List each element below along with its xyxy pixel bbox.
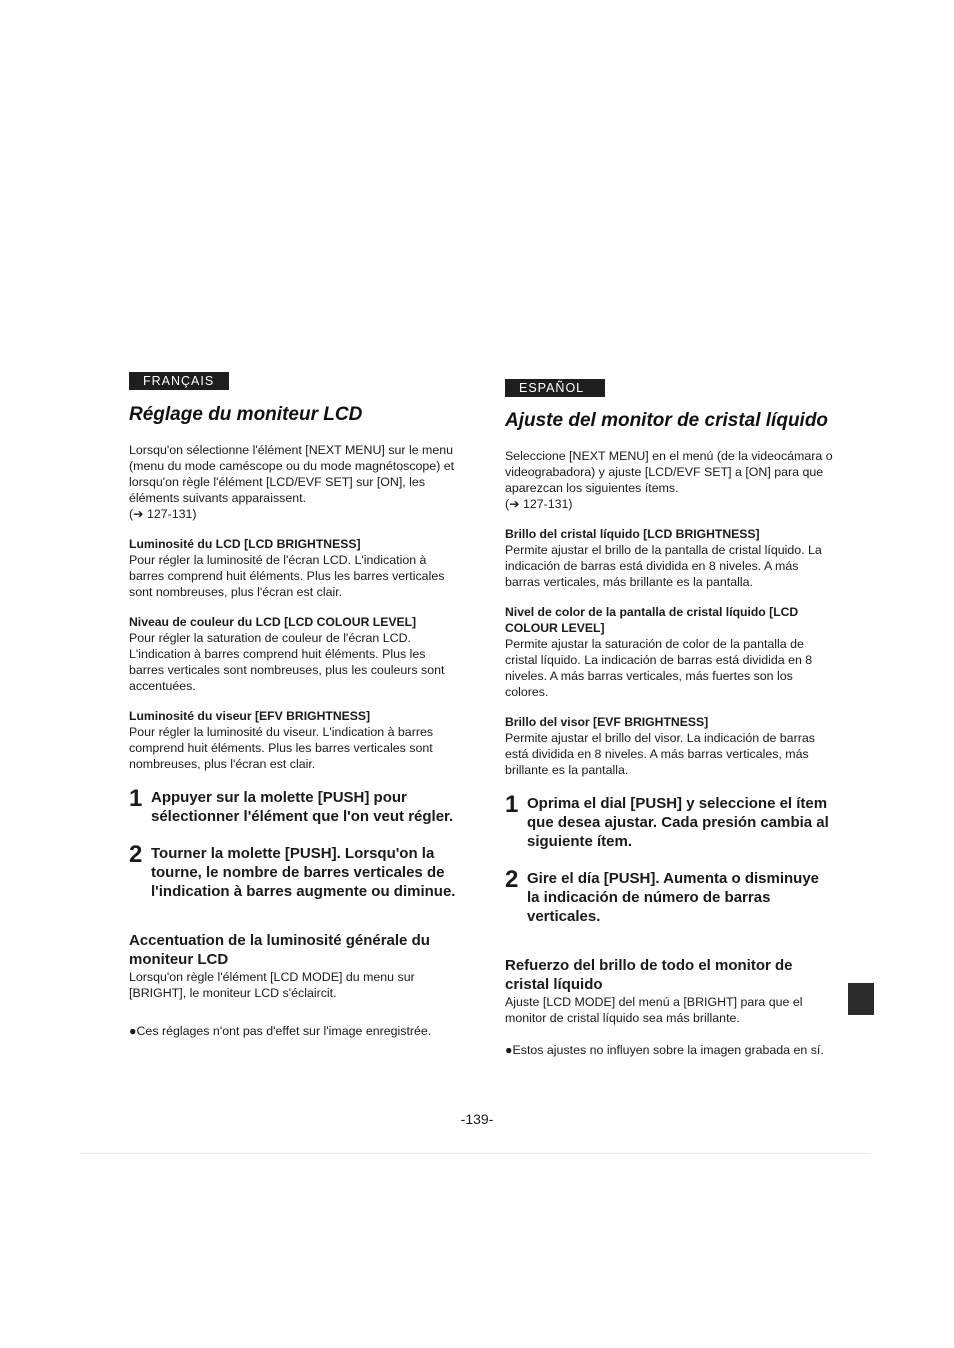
language-tag-spanish: ESPAÑOL bbox=[505, 379, 605, 397]
spanish-step-1 bbox=[505, 791, 835, 851]
french-section-head-1: Luminosité du LCD [LCD BRIGHTNESS] bbox=[129, 537, 361, 551]
french-section-text-2: Pour régler la saturation de couleur de l'écran LCD. L'indication à barres comprend huit éléments. Plus les barres verticales sont nombreuses, plus les couleurs sont accentuées. bbox=[129, 631, 445, 693]
spanish-accent-heading: Refuerzo del brillo de todo el monitor de cristal líquido bbox=[505, 957, 793, 993]
section-edge-tab bbox=[848, 983, 874, 1015]
spanish-section-head-2: Nivel de color de la pantalla de cristal líquido [LCD COLOUR LEVEL] bbox=[505, 605, 799, 635]
french-title: Réglage du moniteur LCD bbox=[129, 404, 363, 425]
page-number: -139- bbox=[460, 1111, 494, 1127]
french-intro bbox=[129, 442, 459, 522]
spanish-step-number-2: 2 bbox=[505, 866, 519, 893]
french-step-1 bbox=[129, 785, 459, 826]
spanish-step-text-1: Oprima el dial [PUSH] y seleccione el ítem que desea ajustar. Cada presión cambia al siguiente ítem. bbox=[527, 795, 829, 850]
spanish-section-text-1: Permite ajustar el brillo de la pantalla de cristal líquido. La indicación de barras está dividida en 8 niveles. A más barras verticales, más brillante es la pantalla. bbox=[505, 543, 822, 589]
french-step-2 bbox=[129, 841, 459, 901]
french-step-text-1: Appuyer sur la molette [PUSH] pour sélectionner l'élément que l'on veut régler. bbox=[151, 789, 454, 825]
spanish-section-head-3: Brillo del visor [EVF BRIGHTNESS] bbox=[505, 715, 709, 729]
french-step-text-2: Tourner la molette [PUSH]. Lorsqu'on la tourne, le nombre de barres verticales de l'indication à barres augmente ou diminue. bbox=[151, 845, 456, 900]
spanish-column bbox=[505, 379, 835, 1058]
spanish-section-text-3: Permite ajustar el brillo del visor. La indicación de barras está dividida en 8 niveles. A más barras verticales, más brillante es la pantalla. bbox=[505, 731, 815, 777]
french-step-number-1: 1 bbox=[129, 785, 143, 812]
spanish-title: Ajuste del monitor de cristal líquido bbox=[505, 410, 829, 431]
french-column bbox=[129, 372, 459, 1039]
spanish-intro-text: Seleccione [NEXT MENU] en el menú (de la videocámara o videograbadora) y ajuste [LCD/EVF SET] a [ON] para que aparezcan los siguientes ítems. bbox=[505, 449, 833, 495]
french-note: ●Ces réglages n'ont pas d'effet sur l'image enregistrée. bbox=[129, 1024, 432, 1038]
spanish-section-head-1: Brillo del cristal líquido [LCD BRIGHTNESS] bbox=[505, 527, 760, 541]
spanish-step-text-2: Gire el día [PUSH]. Aumenta o disminuye la indicación de número de barras verticales. bbox=[527, 870, 820, 925]
language-tag-french: FRANÇAIS bbox=[129, 372, 229, 390]
french-section-text-3: Pour régler la luminosité du viseur. L'indication à barres comprend huit éléments. Plus les barres verticales sont nombreuses, plus l'écran est clair. bbox=[129, 725, 434, 771]
french-accent-heading: Accentuation de la luminosité générale du moniteur LCD bbox=[129, 932, 430, 968]
spanish-note: ●Estos ajustes no influyen sobre la imagen grabada en sí. bbox=[505, 1043, 824, 1057]
french-section-text-1: Pour régler la luminosité de l'écran LCD. L'indication à barres comprend huit éléments. Plus les barres verticales sont nombreuses, plus l'écran est clair. bbox=[129, 553, 445, 599]
french-section-head-3: Luminosité du viseur [EFV BRIGHTNESS] bbox=[129, 709, 371, 723]
spanish-intro-ref: (➔ 127-131) bbox=[505, 497, 573, 511]
french-intro-text: Lorsqu'on sélectionne l'élément [NEXT MENU] sur le menu (menu du mode caméscope ou du mode magnétoscope) et lorsqu'on règle l'élément [LCD/EVF SET] sur [ON], les éléments suivants apparaissent. bbox=[129, 443, 455, 505]
french-section-head-2: Niveau de couleur du LCD [LCD COLOUR LEVEL] bbox=[129, 615, 417, 629]
french-accent-text: Lorsqu'on règle l'élément [LCD MODE] du menu sur [BRIGHT], le moniteur LCD s'éclaircit. bbox=[129, 970, 415, 1000]
spanish-step-2 bbox=[505, 866, 835, 926]
french-intro-ref: (➔ 127-131) bbox=[129, 507, 197, 521]
spanish-accent-text: Ajuste [LCD MODE] del menú a [BRIGHT] para que el monitor de cristal líquido sea más brillante. bbox=[505, 995, 803, 1025]
french-step-number-2: 2 bbox=[129, 841, 143, 868]
spanish-step-number-1: 1 bbox=[505, 791, 519, 818]
spanish-intro bbox=[505, 448, 835, 512]
scan-divider bbox=[80, 1153, 870, 1154]
spanish-section-text-2: Permite ajustar la saturación de color de la pantalla de cristal líquido. La indicación de barras está dividida en 8 niveles. A más barras verticales, más fuertes son los colores. bbox=[505, 637, 813, 699]
